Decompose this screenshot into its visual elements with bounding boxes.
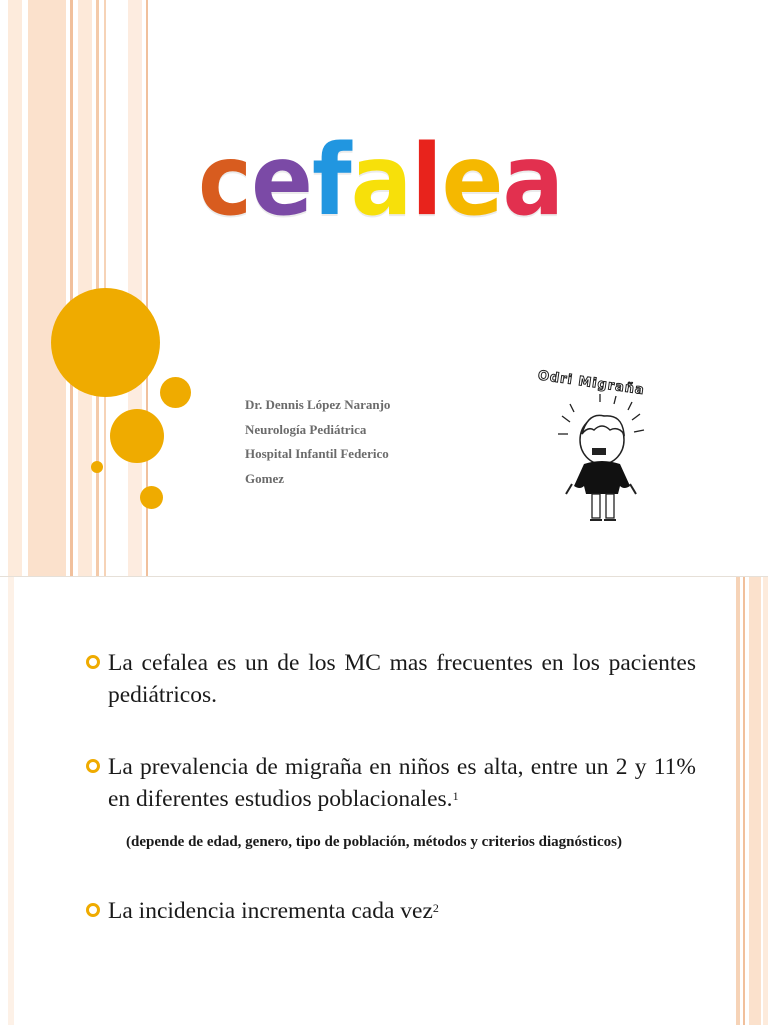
decor-stripe: [736, 577, 740, 1025]
decor-stripe: [749, 577, 761, 1025]
footnote-ref: 1: [452, 789, 459, 803]
bullet-list: [86, 647, 696, 927]
decor-stripe: [763, 577, 768, 1025]
migraine-cartoon-image: [530, 360, 680, 530]
bullet-text: La prevalencia de migraña en niños es alta, entre un 2 y 11% en diferentes estudios poblacionales.: [108, 754, 696, 812]
bullet-text: La incidencia incrementa cada vez: [108, 898, 433, 924]
title-letter: e: [251, 124, 312, 238]
decor-circle: [91, 461, 103, 473]
title-letter: l: [411, 124, 442, 238]
decor-stripe: [743, 577, 745, 1025]
author-name: Dr. Dennis López Naranjo: [245, 397, 391, 412]
bullet-text: La cefalea es un de los MC mas frecuentes en los pacientes pediátricos.: [108, 650, 696, 708]
bullet-icon: [86, 759, 100, 773]
decor-stripe: [28, 0, 66, 576]
footnote-ref: 2: [432, 901, 439, 915]
list-item: [86, 647, 696, 711]
decor-circle: [51, 288, 160, 397]
author-hospital: Hospital Infantil Federico: [245, 446, 389, 461]
decor-stripe: [128, 0, 142, 576]
author-hospital-cont: Gomez: [245, 470, 284, 486]
decor-stripe: [8, 577, 14, 1025]
slide-content: [0, 576, 768, 1025]
list-item: [86, 751, 696, 815]
decor-circle: [110, 409, 164, 463]
title-letter: a: [502, 124, 564, 238]
title-letter: c: [198, 124, 252, 238]
title-letter: f: [311, 124, 351, 238]
bullet-note: (depende de edad, genero, tipo de población, métodos y criterios diagnósticos): [126, 834, 622, 850]
decor-stripe: [78, 0, 92, 576]
decor-stripe: [8, 0, 22, 576]
title-letter: a: [350, 124, 412, 238]
decor-circle: [140, 486, 163, 509]
author-block: [245, 393, 390, 491]
title-letter: e: [441, 124, 503, 238]
list-item: [86, 895, 696, 927]
bullet-icon: [86, 903, 100, 917]
slide-title-heading: [198, 124, 564, 238]
bullet-icon: [86, 655, 100, 669]
author-department: Neurología Pediátrica: [245, 421, 367, 437]
decor-circle: [160, 377, 191, 408]
cartoon-caption: Odri Migraña: [536, 368, 646, 399]
decor-stripe: [70, 0, 73, 576]
